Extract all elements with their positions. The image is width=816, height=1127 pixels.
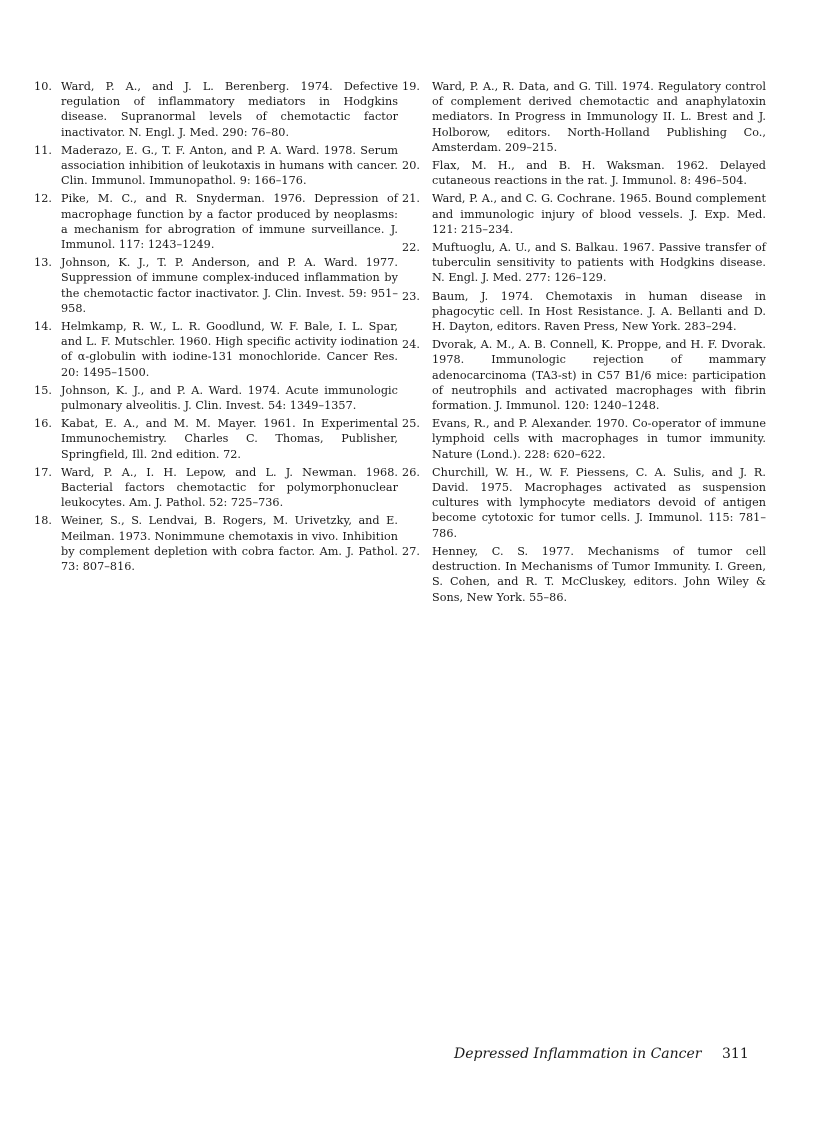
reference-text: Flax, M. H., and B. H. Waksman. 1962. Delayed cutaneous reactions in the rat. J. Immunol. 8: 496–504. — [432, 159, 766, 188]
reference-list-left — [32, 79, 398, 577]
reference-text: Johnson, K. J., and P. A. Ward. 1974. Acute immunologic pulmonary alveolitis. J. Clin. Invest. 54: 1349–1357. — [61, 383, 398, 413]
reference-number: 22. — [402, 241, 420, 255]
running-title: Depressed Inflammation in Cancer — [454, 1046, 702, 1062]
reference-item — [32, 465, 398, 511]
reference-text: Kabat, E. A., and M. M. Mayer. 1961. In Experimental Immunochemistry. Charles C. Thomas, Publisher, Springfield, Ill. 2nd edition. 72. — [61, 417, 398, 461]
reference-text: Maderazo, E. G., T. F. Anton, and P. A. Ward. 1978. Serum association inhibition of leukotaxis in humans with cancer. Clin. Immunol. Immunopathol. 9: 166–176. — [61, 143, 398, 188]
reference-number: 26. — [402, 465, 420, 479]
reference-number: 25. — [402, 417, 420, 431]
reference-item — [403, 240, 766, 286]
reference-text: Ward, P. A., R. Data, and G. Till. 1974. Regulatory control of complement derived chemotactic and anaphylatoxin mediators. In Progress in Immunology II. L. Brest and J. Holborow, editors. North-Holland Publishing Co., Amsterdam. 209–215. — [432, 80, 766, 154]
reference-text: Evans, R., and P. Alexander. 1970. Co-operator of immune lymphoid cells with macrophages in tumor immunity. Nature (Lond.). 228: 620–622. — [432, 417, 766, 461]
reference-number: 20. — [402, 159, 420, 173]
reference-item — [403, 158, 766, 188]
reference-text: Weiner, S., S. Lendvai, B. Rogers, M. Urivetzky, and E. Meilman. 1973. Nonimmune chemotaxis in vivo. Inhibition by complement depletion with cobra factor. Am. J. Pathol. 73: 807–816. — [61, 514, 398, 574]
reference-number: 24. — [402, 338, 420, 352]
reference-text: Johnson, K. J., T. P. Anderson, and P. A. Ward. 1977. Suppression of immune complex-induced inflammation by the chemotactic factor inactivator. J. Clin. Invest. 59: 951–958. — [61, 256, 398, 315]
reference-list-right — [403, 79, 766, 608]
reference-text: Muftuoglu, A. U., and S. Balkau. 1967. Passive transfer of tuberculin sensitivity to patients with Hodgkins disease. N. Engl. J. Med. 277: 126–129. — [432, 241, 766, 285]
reference-item — [403, 289, 766, 335]
reference-item — [32, 191, 398, 252]
reference-number: 27. — [402, 544, 420, 558]
reference-item — [32, 513, 398, 574]
reference-number: 10. — [34, 80, 52, 93]
reference-text: Churchill, W. H., W. F. Piessens, C. A. Sulis, and J. R. David. 1975. Macrophages activated as suspension cultures with lymphocyte mediators devoid of antigen become cytotoxic for tumor cells. J. Immunol. 115: 781–786. — [432, 465, 766, 540]
reference-number: 12. — [34, 192, 52, 206]
reference-text: Henney, C. S. 1977. Mechanisms of tumor cell destruction. In Mechanisms of Tumor Immunity. I. Green, S. Cohen, and R. T. McCluskey, editors. John Wiley & Sons, New York. 55–86. — [432, 544, 766, 604]
reference-item — [403, 337, 766, 413]
reference-text: Ward, P. A., and C. G. Cochrane. 1965. Bound complement and immunologic injury of blood vessels. J. Exp. Med. 121: 215–234. — [432, 192, 766, 236]
reference-item — [32, 416, 398, 462]
reference-text: Baum, J. 1974. Chemotaxis in human disease in phagocytic cell. In Host Resistance. J. A. Bellanti and D. H. Dayton, editors. Raven Press, New York. 283–294. — [432, 289, 766, 334]
reference-item — [32, 319, 398, 380]
reference-item — [32, 383, 398, 413]
reference-item — [403, 544, 766, 605]
reference-item — [32, 255, 398, 316]
reference-number: 15. — [34, 383, 52, 397]
reference-number: 11. — [34, 143, 52, 157]
reference-text: Helmkamp, R. W., L. R. Goodlund, W. F. Bale, I. L. Spar, and L. F. Mutschler. 1960. High specific activity iodination of α-globulin with iodine-131 monochloride. Cancer Res. 20: 1495–1500. — [61, 320, 398, 379]
reference-number: 16. — [34, 417, 52, 431]
page-number: 311 — [722, 1046, 749, 1062]
reference-item — [403, 465, 766, 541]
reference-item — [403, 79, 766, 155]
reference-item — [403, 416, 766, 462]
reference-number: 14. — [34, 320, 52, 334]
reference-item — [403, 191, 766, 237]
reference-item — [32, 143, 398, 189]
reference-number: 13. — [34, 256, 52, 270]
reference-text: Pike, M. C., and R. Snyderman. 1976. Depression of macrophage function by a factor produced by neoplasms: a mechanism for abrogration of immune surveillance. J. Immunol. 117: 1243–1249. — [61, 192, 398, 252]
reference-number: 19. — [402, 80, 420, 93]
reference-number: 21. — [402, 192, 420, 206]
reference-number: 23. — [402, 289, 420, 303]
reference-text: Ward, P. A., I. H. Lepow, and L. J. Newman. 1968. Bacterial factors chemotactic for polymorphonuclear leukocytes. Am. J. Pathol. 52: 725–736. — [61, 465, 398, 510]
reference-item — [32, 79, 398, 140]
reference-number: 17. — [34, 465, 52, 479]
reference-number: 18. — [34, 514, 52, 528]
reference-text: Dvorak, A. M., A. B. Connell, K. Proppe, and H. F. Dvorak. 1978. Immunologic rejection of mammary adenocarcinoma (TA3-st) in C57 B1/6 mice: participation of neutrophils and activated macrophages with fibrin formation. J. Immunol. 120: 1240–1248. — [432, 338, 766, 413]
reference-text: Ward, P. A., and J. L. Berenberg. 1974. Defective regulation of inflammatory mediators in Hodgkins disease. Supranormal levels of chemotactic factor inactivator. N. Engl. J. Med. 290: 76–80. — [61, 80, 398, 139]
